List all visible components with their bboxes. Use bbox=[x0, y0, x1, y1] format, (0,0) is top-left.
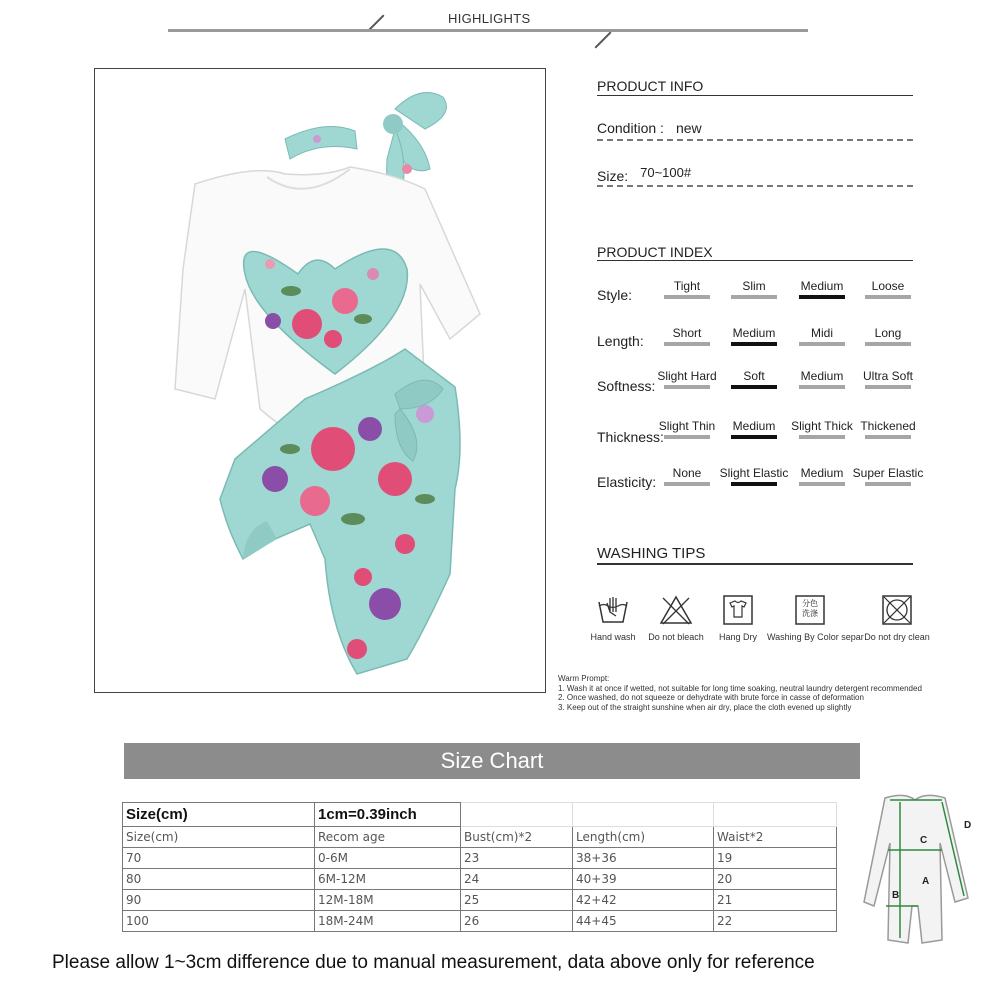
index-option-label: Ultra Soft bbox=[862, 369, 913, 383]
dashed-divider bbox=[597, 185, 913, 187]
index-indicator bbox=[799, 482, 845, 486]
warm-prompt-line: 2. Once washed, do not squeeze or dehydrate with brute force in casse of deformation bbox=[558, 693, 864, 702]
index-option bbox=[715, 279, 793, 299]
column-header: Waist*2 bbox=[714, 827, 837, 848]
product-info-heading: PRODUCT INFO bbox=[597, 78, 704, 94]
index-indicator-selected bbox=[731, 435, 777, 439]
index-option-label: Medium bbox=[732, 326, 776, 340]
index-option bbox=[715, 369, 793, 389]
index-indicator-selected bbox=[731, 385, 777, 389]
index-option-label: Medium bbox=[800, 466, 844, 480]
wash-label: Washing By Color separ bbox=[767, 632, 864, 642]
index-option-label: Slim bbox=[742, 279, 766, 293]
index-indicator bbox=[865, 482, 911, 486]
highlights-title: HIGHLIGHTS bbox=[448, 11, 531, 26]
wash-label: Hang Dry bbox=[718, 632, 757, 642]
index-option-label: Slight Thick bbox=[791, 419, 853, 433]
column-header: Size(cm) bbox=[123, 827, 315, 848]
dashed-divider bbox=[597, 139, 913, 141]
index-row-label: Thickness: bbox=[597, 429, 664, 445]
diagram-label: A bbox=[922, 876, 930, 887]
index-row-label: Style: bbox=[597, 287, 633, 303]
index-option-label: Slight Hard bbox=[657, 369, 717, 383]
index-indicator bbox=[865, 435, 911, 439]
index-indicator bbox=[865, 295, 911, 299]
condition-row bbox=[597, 120, 702, 136]
measurement-diagram bbox=[860, 788, 980, 953]
index-indicator bbox=[799, 342, 845, 346]
size-label: Size: bbox=[597, 168, 629, 184]
diagram-label: B bbox=[892, 890, 900, 901]
column-header: Length(cm) bbox=[573, 827, 714, 848]
index-option bbox=[715, 326, 793, 346]
index-option bbox=[849, 419, 927, 439]
no-bleach-icon bbox=[659, 594, 693, 626]
condition-value: new bbox=[675, 120, 702, 136]
hang-dry-icon bbox=[721, 594, 755, 626]
index-option-label: Medium bbox=[732, 419, 776, 433]
index-option-label: Soft bbox=[743, 369, 765, 383]
wash-label: Do not dry clean bbox=[864, 632, 930, 642]
size-chart-header-row bbox=[123, 827, 837, 848]
wash-item-no-dry-clean bbox=[854, 594, 940, 642]
size-chart-conversion-cell: 1cm=0.39inch bbox=[315, 803, 461, 827]
size-chart-unit-cell: Size(cm) bbox=[123, 803, 315, 827]
decorative-slash bbox=[595, 32, 612, 49]
product-index-underline bbox=[597, 260, 913, 261]
washing-tips-underline bbox=[597, 563, 913, 565]
warm-prompt-line: 3. Keep out of the straight sunshine when air dry, place the cloth evened up slightly bbox=[558, 702, 852, 712]
measurement-disclaimer: Please allow 1~3cm difference due to manual measurement, data above only for reference bbox=[52, 952, 815, 973]
index-indicator bbox=[865, 385, 911, 389]
index-option bbox=[715, 466, 793, 486]
no-dry-clean-icon bbox=[880, 594, 914, 626]
table-row: 100 18M-24M 26 44+45 22 bbox=[123, 911, 837, 932]
wash-item-color-separate bbox=[767, 594, 864, 642]
index-indicator bbox=[799, 385, 845, 389]
size-chart-title: Size Chart bbox=[124, 743, 860, 779]
highlights-divider bbox=[168, 29, 808, 32]
diagram-label: C bbox=[920, 835, 928, 846]
index-option-label: Medium bbox=[800, 369, 844, 383]
index-option-label: Thickened bbox=[860, 419, 916, 433]
wash-label: Do not bleach bbox=[648, 632, 704, 642]
index-option-label: Midi bbox=[810, 326, 833, 340]
column-header: Bust(cm)*2 bbox=[461, 827, 573, 848]
index-indicator bbox=[664, 435, 710, 439]
warm-prompt-line: 1. Wash it at once if wetted, not suitable for long time soaking, neutral laundry detergent recommended bbox=[558, 683, 922, 693]
table-row: 90 12M-18M 25 42+42 21 bbox=[123, 890, 837, 911]
index-option-label: None bbox=[672, 466, 702, 480]
wash-label: Hand wash bbox=[590, 632, 636, 642]
index-indicator bbox=[664, 295, 710, 299]
wash-by-color-glyphs: 分色 洗涤 bbox=[802, 599, 818, 618]
index-row-label: Length: bbox=[597, 333, 644, 349]
product-info-underline bbox=[597, 95, 913, 96]
size-row bbox=[597, 165, 692, 184]
index-option bbox=[849, 369, 927, 389]
index-option bbox=[849, 466, 927, 486]
index-indicator bbox=[664, 385, 710, 389]
floral-pants-image bbox=[220, 349, 460, 674]
index-option-label: Medium bbox=[800, 279, 844, 293]
warm-prompt-title: Warm Prompt: bbox=[558, 674, 610, 683]
table-row: 70 0-6M 23 38+36 19 bbox=[123, 848, 837, 869]
washing-tips-heading: WASHING TIPS bbox=[597, 545, 706, 562]
hand-wash-icon bbox=[596, 594, 630, 626]
index-indicator bbox=[799, 435, 845, 439]
index-option bbox=[715, 419, 793, 439]
size-chart-table bbox=[122, 802, 837, 932]
warm-prompt bbox=[558, 674, 998, 712]
index-option-label: Short bbox=[672, 326, 702, 340]
index-row-label: Elasticity: bbox=[597, 474, 657, 490]
index-option bbox=[849, 279, 927, 299]
index-indicator-selected bbox=[799, 295, 845, 299]
index-option-label: Loose bbox=[871, 279, 905, 293]
condition-label: Condition : bbox=[597, 120, 664, 136]
diagram-label: D bbox=[964, 820, 972, 831]
index-option-label: Super Elastic bbox=[852, 466, 924, 480]
index-indicator-selected bbox=[731, 482, 777, 486]
index-indicator bbox=[731, 295, 777, 299]
index-indicator bbox=[664, 482, 710, 486]
product-photo bbox=[94, 68, 546, 693]
index-indicator-selected bbox=[731, 342, 777, 346]
index-indicator bbox=[865, 342, 911, 346]
product-index-heading: PRODUCT INDEX bbox=[597, 244, 713, 260]
index-option-label: Long bbox=[874, 326, 902, 340]
table-row: 80 6M-12M 24 40+39 20 bbox=[123, 869, 837, 890]
index-option bbox=[849, 326, 927, 346]
size-chart-top-row bbox=[123, 803, 837, 827]
index-option-label: Slight Elastic bbox=[719, 466, 789, 480]
index-option-label: Slight Thin bbox=[658, 419, 716, 433]
index-row-label: Softness: bbox=[597, 378, 656, 394]
column-header: Recom age bbox=[315, 827, 461, 848]
index-option-label: Tight bbox=[673, 279, 701, 293]
index-indicator bbox=[664, 342, 710, 346]
size-value: 70~100# bbox=[640, 165, 692, 180]
